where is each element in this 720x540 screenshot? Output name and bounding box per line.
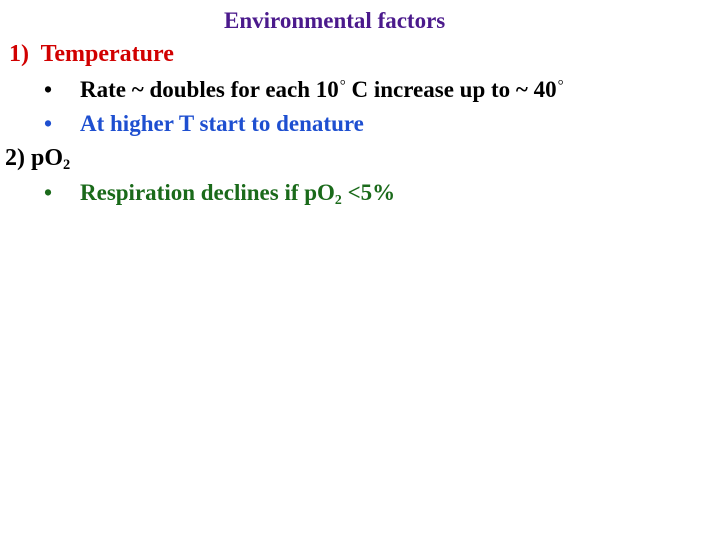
bullet-text: At higher T start to denature <box>80 111 364 136</box>
heading-temperature <box>9 42 174 66</box>
bullet-text-part: Rate ~ doubles for each 10 <box>80 77 339 102</box>
subscript: 2 <box>63 157 71 174</box>
list-item <box>44 180 396 207</box>
heading-label: Temperature <box>40 41 174 67</box>
bullet-text-part: <5% <box>341 180 396 205</box>
heading-number: 2) <box>5 145 25 171</box>
bullet-text-part: Respiration declines if pO <box>80 180 335 205</box>
list-item <box>44 78 564 101</box>
bullet-text-part: C increase up to ~ 40 <box>345 77 557 102</box>
heading-label: pO <box>31 145 64 171</box>
bullet-icon: • <box>44 111 53 136</box>
degree-symbol: ° <box>339 78 346 95</box>
subscript: 2 <box>334 191 342 207</box>
list-item <box>44 112 364 135</box>
heading-number: 1) <box>9 41 29 67</box>
bullet-icon: • <box>44 180 53 205</box>
heading-po2 <box>5 145 71 174</box>
degree-symbol: ° <box>557 78 564 95</box>
bullet-icon: • <box>44 77 53 102</box>
slide-title: Environmental factors <box>224 8 446 33</box>
